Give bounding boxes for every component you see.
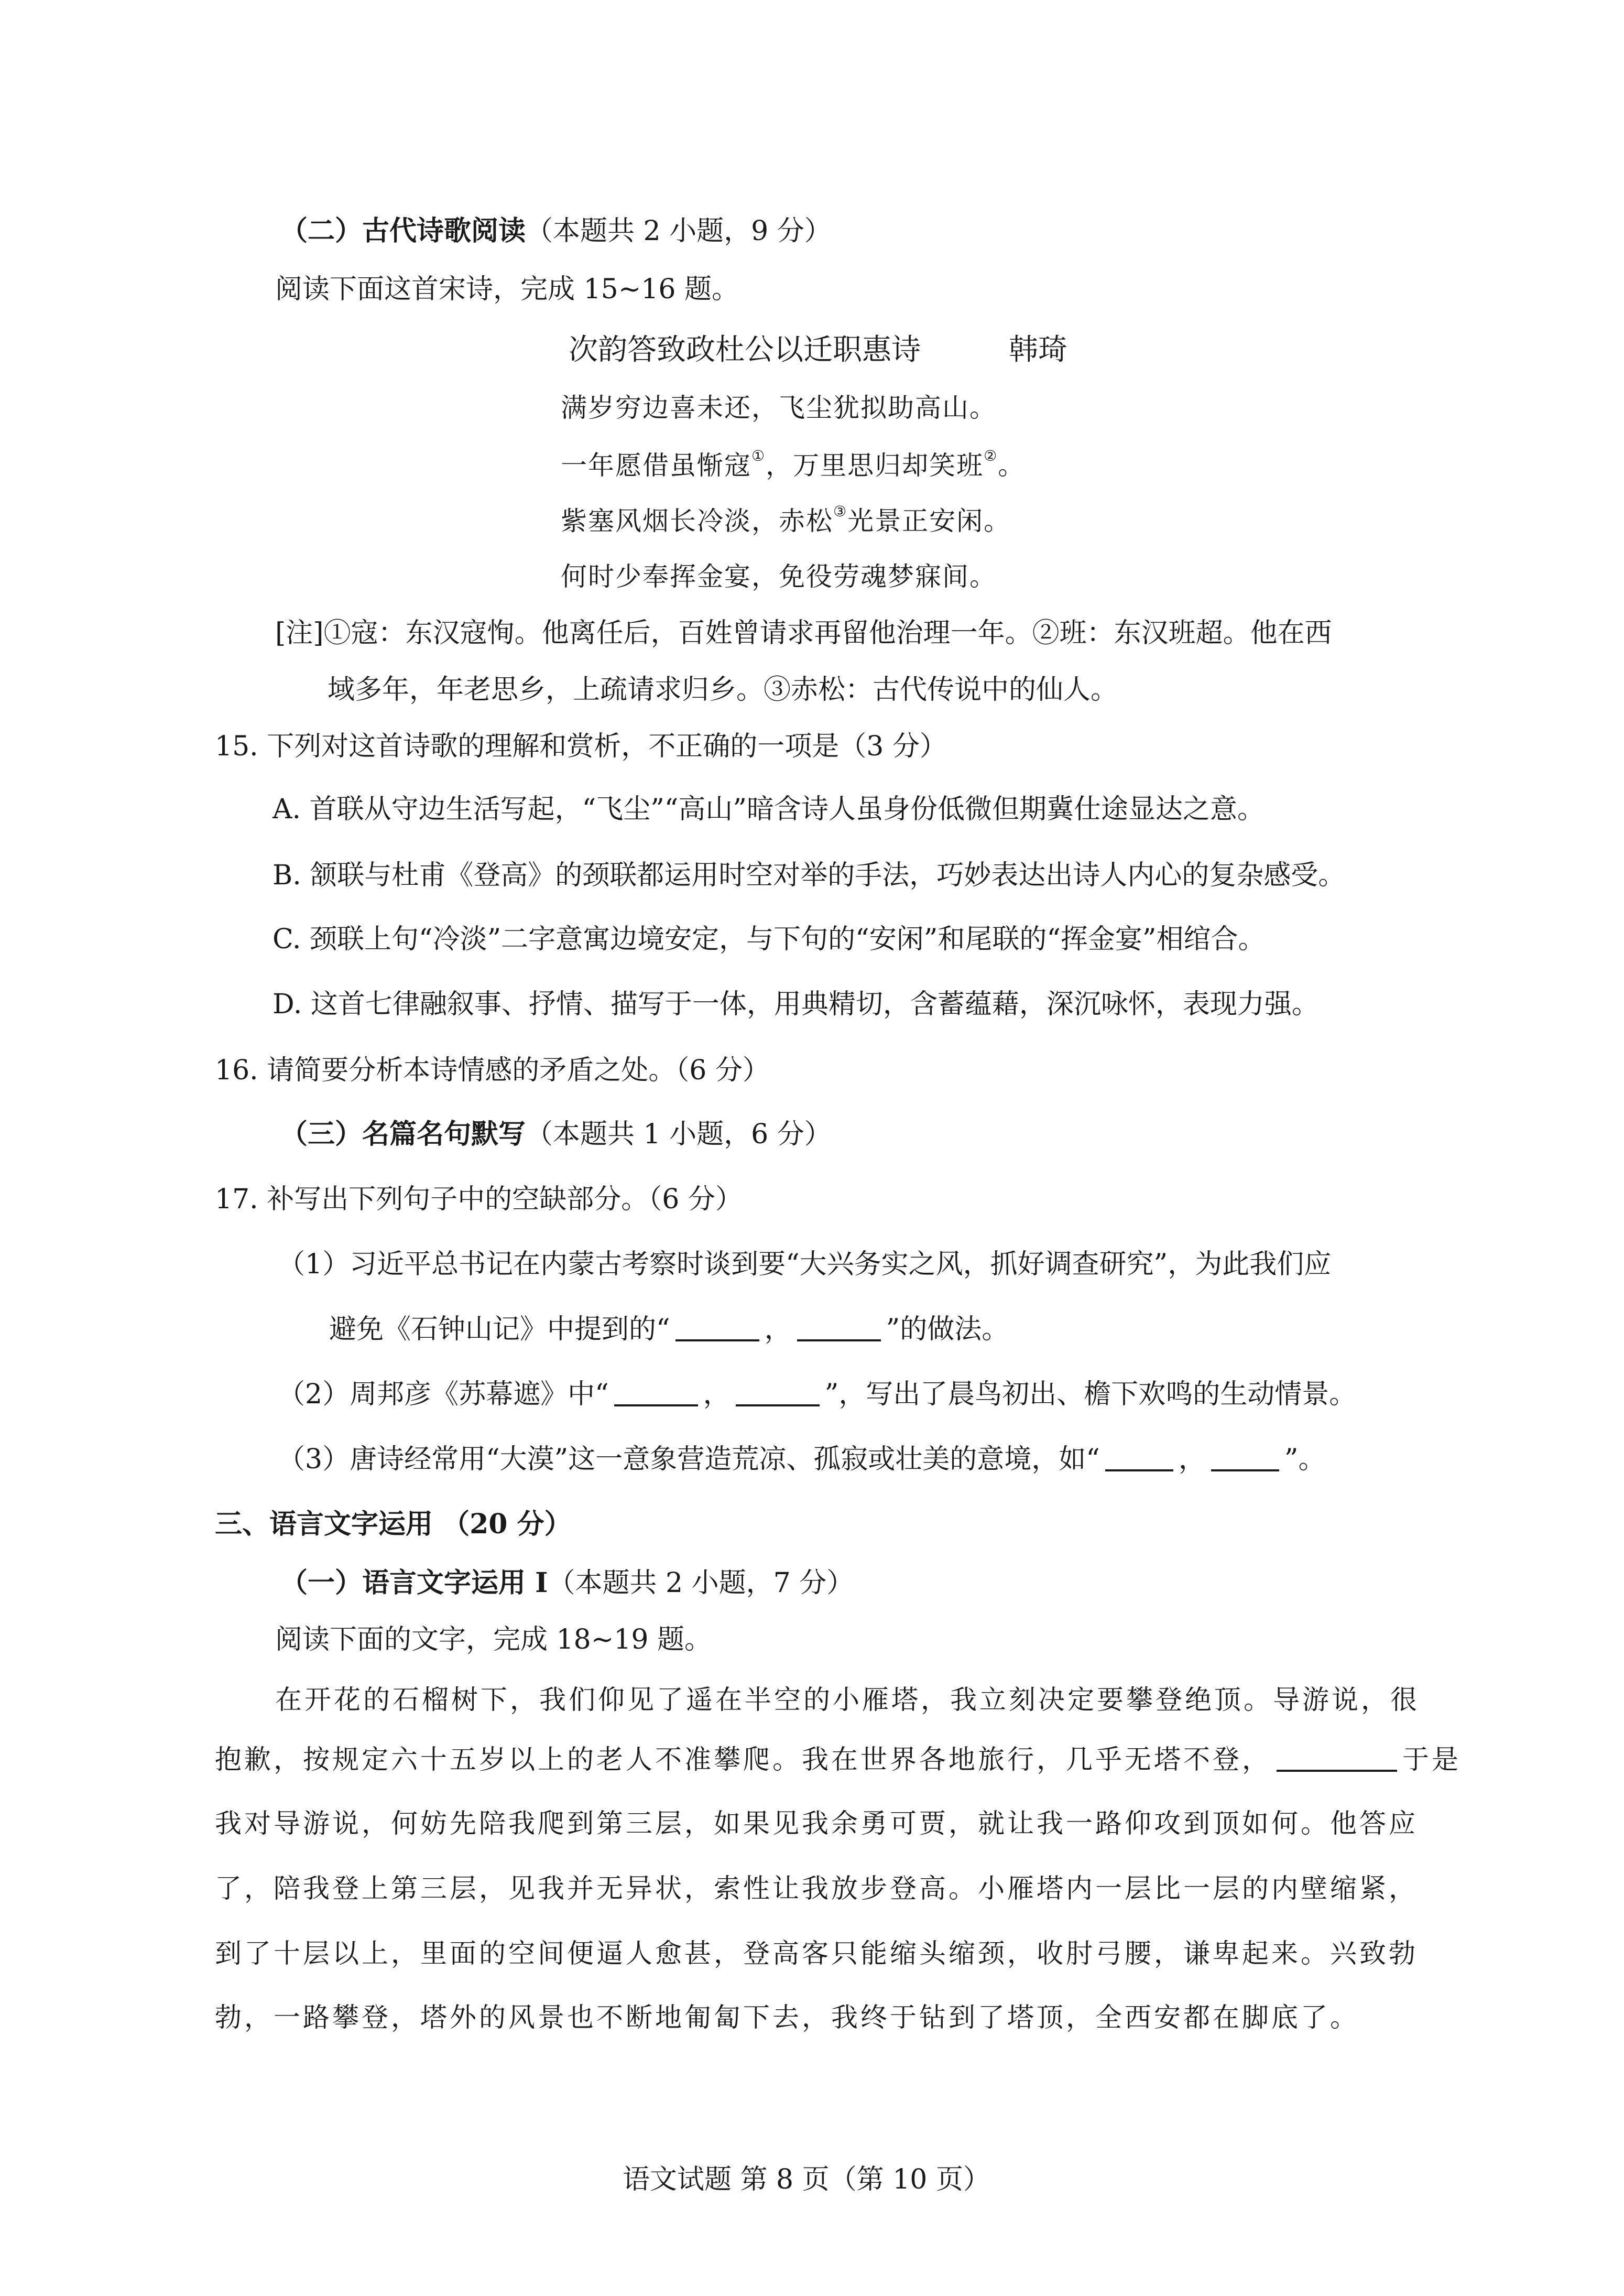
note-marker-3: ③ (833, 503, 848, 520)
poem-note-line-2: 域多年，年老思乡，上疏请求归乡。③赤松：古代传说中的仙人。 (328, 674, 1118, 706)
passage-line-6: 勃，一路攀登，塔外的风景也不断地匍匐下去，我终于钻到了塔顶，全西安都在脚底了。 (215, 2002, 1360, 2033)
section-label: （二）古代诗歌阅读 (280, 215, 526, 247)
answer-blank[interactable] (1211, 1443, 1279, 1471)
section-heading-poetry (280, 212, 832, 250)
answer-blank[interactable] (614, 1378, 698, 1406)
poem-title: 次韵答致政杜公以迁职惠诗 (569, 333, 921, 367)
question-15-stem: 15. 下列对这首诗歌的理解和赏析，不正确的一项是（3 分） (215, 731, 947, 762)
poem-line-4: 何时少奉挥金宴，免役劳魂梦寐间。 (561, 561, 997, 592)
question-17-item-1-line-1: （1）习近平总书记在内蒙古考察时谈到要“大兴务实之风，抓好调查研究”，为此我们应 (278, 1249, 1332, 1280)
section-label: （一）语言文字运用 Ⅰ (280, 1567, 548, 1599)
question-17-stem: 17. 补写出下列句子中的空缺部分。（6 分） (215, 1184, 743, 1215)
question-15-option-a: A. 首联从守边生活写起，“飞尘”“高山”暗含诗人虽身份低微但期冀仕途显达之意。 (273, 794, 1265, 825)
note-marker-2: ② (984, 447, 998, 464)
poem-line-1: 满岁穷边喜未还，飞尘犹拟助高山。 (561, 393, 997, 423)
poem-note-line-1: [注]①寇：东汉寇恂。他离任后，百姓曾请求再留他治理一年。②班：东汉班超。他在西 (275, 618, 1332, 649)
answer-blank[interactable] (1105, 1443, 1173, 1471)
passage-line-4: 了，陪我登上第三层，见我并无异状，索性让我放步登高。小雁塔内一层比一层的内壁缩紧， (215, 1873, 1419, 1904)
reading-instruction: 阅读下面的文字，完成 18~19 题。 (275, 1624, 712, 1655)
poem-author: 韩琦 (1009, 333, 1067, 367)
poem-line-3: 紫塞风烟长冷淡，赤松③光景正安闲。 (561, 503, 1011, 536)
passage-line-5: 到了十层以上，里面的空间便逼人愈甚，登高客只能缩头缩颈，收肘弓腰，谦卑起来。兴致勃 (215, 1938, 1419, 1969)
reading-instruction: 阅读下面这首宋诗，完成 15~16 题。 (275, 274, 739, 305)
passage-line-2: 抱歉，按规定六十五岁以上的老人不准攀爬。我在世界各地旅行，几乎无塔不登， 于是 (215, 1745, 1462, 1775)
section-meta: （本题共 2 小题，9 分） (526, 215, 832, 247)
section-heading-language-use-1 (280, 1564, 854, 1602)
section-heading-recitation (280, 1115, 832, 1153)
answer-blank[interactable] (797, 1313, 881, 1341)
poem-line-2: 一年愿借虽惭寇①，万里思归却笑班②。 (561, 447, 1026, 481)
section-label: （三）名篇名句默写 (280, 1118, 526, 1150)
section-meta: （本题共 1 小题，6 分） (526, 1119, 832, 1150)
question-15-option-c: C. 颈联上句“冷淡”二字意寓边境安定，与下句的“安闲”和尾联的“挥金宴”相绾合。 (273, 924, 1266, 955)
answer-blank[interactable] (675, 1313, 759, 1341)
section-meta: （本题共 2 小题，7 分） (548, 1567, 854, 1599)
question-17-item-3: （3）唐诗经常用“大漠”这一意象营造荒凉、孤寂或壮美的意境，如“ ， ”。 (278, 1444, 1326, 1475)
question-15-option-d: D. 这首七律融叙事、抒情、描写于一体，用典精切，含蓄蕴藉，深沉咏怀，表现力强。 (273, 989, 1319, 1020)
note-marker-1: ① (751, 447, 766, 464)
page-footer: 语文试题 第 8 页（第 10 页） (623, 2164, 990, 2195)
question-15-option-b: B. 颔联与杜甫《登高》的颈联都运用时空对举的手法，巧妙表达出诗人内心的复杂感受。 (273, 860, 1346, 891)
part-heading-language-use: 三、语言文字运用 （20 分） (215, 1508, 572, 1540)
answer-blank[interactable] (1277, 1743, 1397, 1772)
question-16: 16. 请简要分析本诗情感的矛盾之处。（6 分） (215, 1055, 770, 1086)
answer-blank[interactable] (736, 1378, 820, 1406)
question-17-item-1-line-2: 避免《石钟山记》中提到的“ ， ”的做法。 (329, 1314, 1009, 1345)
passage-line-3: 我对导游说，何妨先陪我爬到第三层，如果见我余勇可贾，就让我一路仰攻到顶如何。他答应 (215, 1808, 1419, 1839)
passage-line-1: 在开花的石榴树下，我们仰见了遥在半空的小雁塔，我立刻决定要攀登绝顶。导游说，很 (275, 1685, 1420, 1716)
question-17-item-2: （2）周邦彦《苏幕遮》中“ ， ”，写出了晨鸟初出、檐下欢鸣的生动情景。 (278, 1379, 1357, 1410)
